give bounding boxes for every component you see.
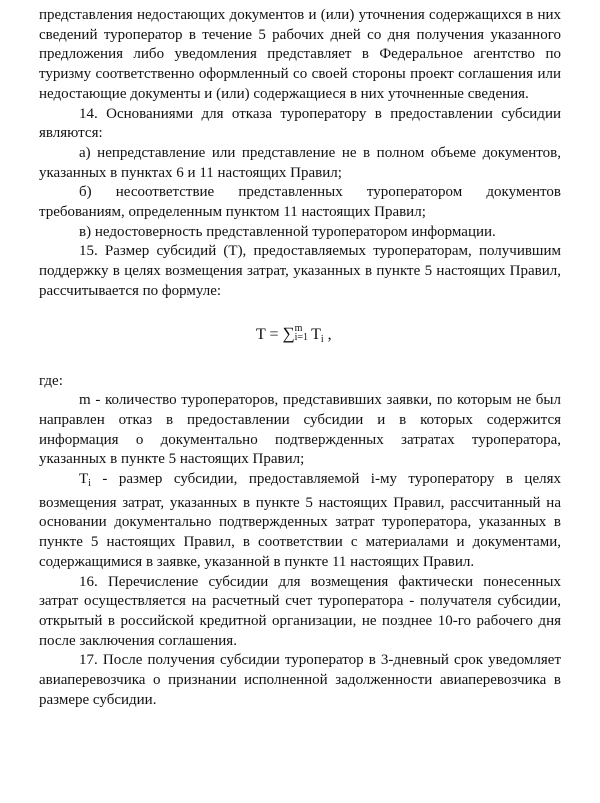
definition-ti-text: - размер субсидии, предоставляемой i-му туроператору в целях возмещения затрат, указанных в пункте 5 настоящих Правил, рассчитанный на основании документально подтвержденных затрат туроператора, указанных в пункте 5 настоящих Правил, в соответствии с материалами и документами, содержащимися в заявке, указанной в пункте 11 настоящих Правил. (39, 471, 561, 570)
document-page (39, 6, 561, 711)
formula-tail: , (323, 325, 332, 343)
formula-term: T (311, 325, 321, 343)
paragraph-14c: в) недостоверность представленной туроператором информации. (79, 223, 496, 240)
definition-ti-subscript: i (88, 478, 91, 490)
formula-lhs: T = (256, 325, 279, 343)
paragraph-16: 16. Перечисление субсидии для возмещения фактически понесенных затрат осуществляется на расчетный счет туроператора - получателя субсидии, открытый в российской кредитной организации, не позднее 10-го рабочего дня после заключения соглашения. (39, 573, 561, 649)
formula-expression (256, 324, 332, 345)
sum-symbol: ∑ (282, 323, 295, 343)
sum-upper-limit: m (294, 322, 303, 334)
paragraph-14b: б) несоответствие представленных туроператором документов требованиям, определенным пунктом 11 настоящих Правил; (39, 184, 561, 221)
paragraph-17: 17. После получения субсидии туроператор в 3-дневный срок уведомляет авиаперевозчика о признании исполненной задолженности авиаперевозчика в размере субсидии. (39, 652, 561, 708)
formula-term-subscript: i (320, 333, 324, 345)
subsidy-formula (39, 302, 561, 368)
paragraph-14: 14. Основаниями для отказа туроператору в предоставлении субсидии являются: (39, 105, 561, 142)
paragraph-continuation: представления недостающих документов и (или) уточнения содержащихся в них сведений туроператор в течение 5 рабочих дней со дня получения указанного предложения либо уведомления представляет в Федеральное агентство по туризму соответственно оформленный со своей стороны проект соглашения или недостающие документы и (или) содержащиеся в них уточненные сведения. (39, 7, 561, 102)
where-label: где: (39, 372, 63, 389)
paragraph-15: 15. Размер субсидий (T), предоставляемых туроператорам, получившим поддержку в целях возмещения затрат, указанных в пункте 5 настоящих Правил, рассчитывается по формуле: (39, 243, 561, 299)
definition-m: m - количество туроператоров, представивших заявки, по которым не был направлен отказ в предоставлении субсидии и в которых содержится информация о документально подтвержденных затратах туроператора, указанных в пункте 5 настоящих Правил; (39, 392, 561, 468)
definition-ti (39, 470, 561, 573)
paragraph-14a: а) непредставление или представление не в полном объеме документов, указанных в пунктах 6 и 11 настоящих Правил; (39, 144, 561, 181)
definition-ti-symbol: T (79, 471, 89, 488)
sum-limits (295, 324, 308, 342)
sum-lower-limit: i=1 (294, 331, 309, 343)
